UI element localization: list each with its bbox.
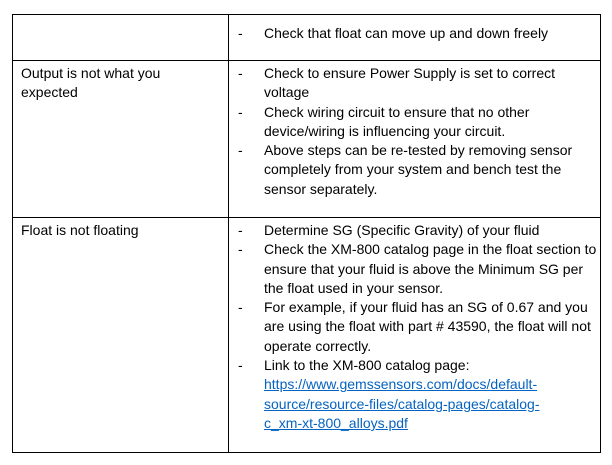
list-item <box>238 103 599 142</box>
bullet-dash: - <box>238 142 243 159</box>
step-text: Check to ensure Power Supply is set to correct voltage <box>264 65 556 101</box>
bullet-dash: - <box>238 25 243 41</box>
issue-cell <box>21 221 139 240</box>
list-item <box>238 24 599 43</box>
issue-text: expected <box>21 84 78 101</box>
step-text: Above steps can be re-tested by removing sensor completely from your system and bench test the sensor separately. <box>264 142 573 197</box>
step-text: Check that float can move up and down freely <box>264 25 549 41</box>
bullet-dash: - <box>238 65 243 81</box>
step-text: Determine SG (Specific Gravity) of your fluid <box>264 222 540 238</box>
table-border-right <box>600 14 601 453</box>
catalog-link-line: source/resource-files/catalog-pages/catalog- <box>264 395 540 412</box>
bullet-dash: - <box>238 357 243 374</box>
catalog-link-line: https://www.gemssensors.com/docs/default- <box>264 376 538 393</box>
list-item <box>238 298 599 356</box>
row-divider-2 <box>12 217 601 218</box>
issue-text: Output is not what you <box>21 65 161 81</box>
step-text: Link to the XM-800 catalog page: <box>264 357 470 374</box>
catalog-link-line: c_xm-xt-800_alloys.pdf <box>264 414 408 431</box>
list-item <box>238 64 599 103</box>
table-border-bottom <box>12 452 601 453</box>
list-item <box>238 356 599 433</box>
bullet-dash: - <box>238 241 243 258</box>
list-item <box>238 221 599 240</box>
troubleshooting-table <box>12 14 601 453</box>
table-row <box>238 64 599 199</box>
step-text: For example, if your fluid has an SG of 0.67 and you are using the float with part # 43590, the float will not operate correctly. <box>264 299 591 354</box>
step-text: Check the XM-800 catalog page in the float section to ensure that your fluid is above the Minimum SG per the float used in your sensor. <box>264 241 597 296</box>
issue-text: Float is not floating <box>21 222 139 238</box>
step-text: Check wiring circuit to ensure that no other device/wiring is influencing your circuit. <box>264 103 530 139</box>
table-border-top <box>12 14 601 15</box>
bullet-dash: - <box>238 299 243 316</box>
table-row <box>238 221 599 433</box>
column-divider <box>228 14 229 453</box>
bullet-dash: - <box>238 222 243 238</box>
table-border-left <box>12 14 13 453</box>
table-row <box>238 24 599 43</box>
issue-cell <box>21 64 160 103</box>
list-item <box>238 141 599 199</box>
row-divider-1 <box>12 60 601 61</box>
bullet-dash: - <box>238 103 243 120</box>
list-item <box>238 240 599 298</box>
catalog-link[interactable] <box>264 375 599 433</box>
